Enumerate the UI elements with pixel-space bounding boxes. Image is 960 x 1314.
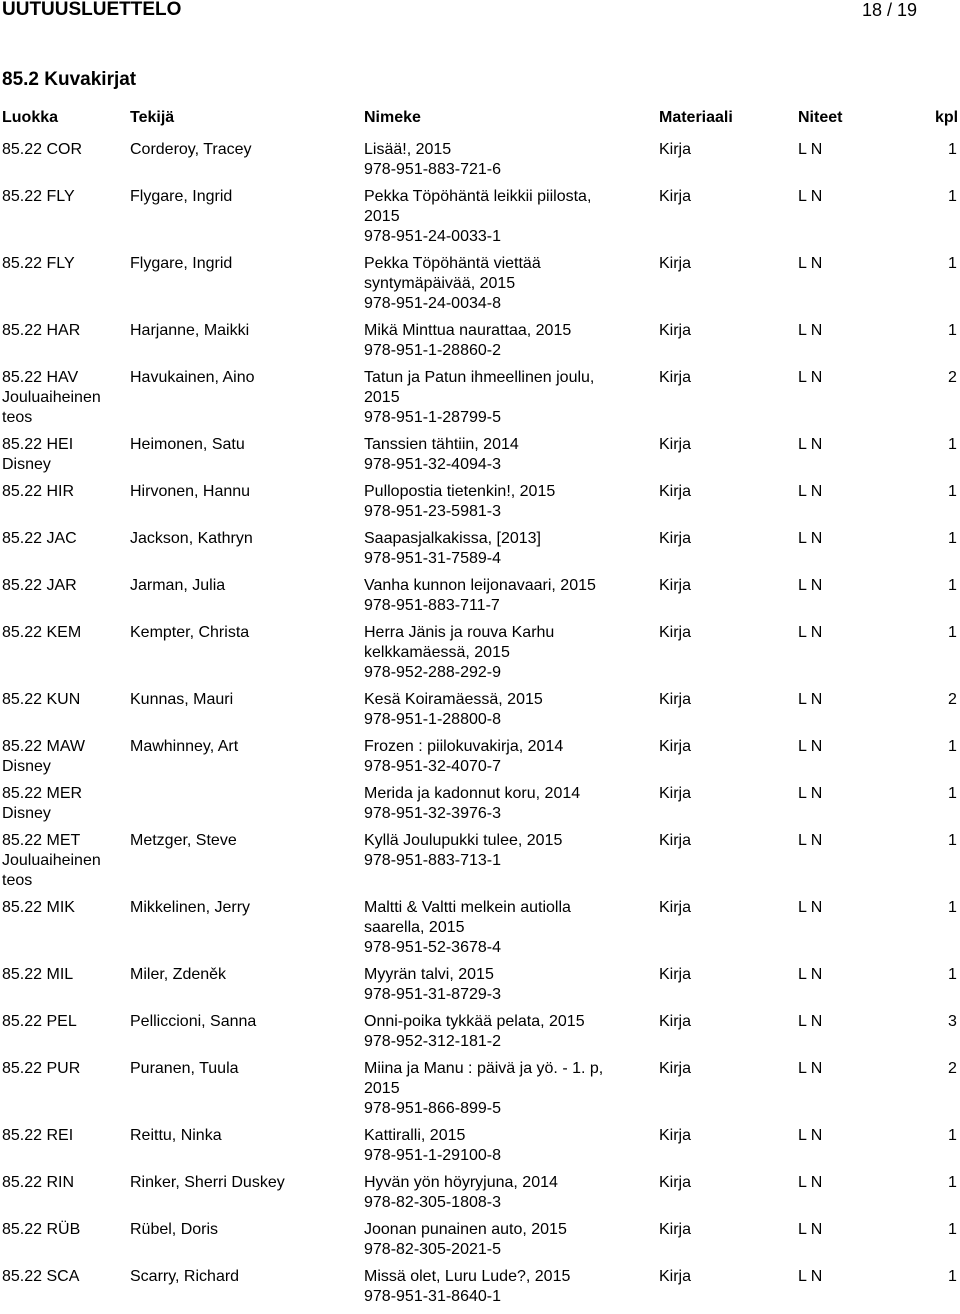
cell-luokka-line: teos (2, 409, 33, 426)
cell-nimeke-line: Hyvän yön höyryjuna, 2014 (364, 1174, 558, 1191)
cell-kpl: 1 (948, 483, 957, 500)
cell-nimeke (364, 368, 654, 428)
cell-kpl: 1 (948, 1221, 957, 1238)
cell-materiaali: Kirja (659, 322, 692, 339)
table-row (0, 1267, 960, 1314)
cell-tekija: Miler, Zdeněk (130, 966, 227, 983)
table-row (0, 898, 960, 965)
cell-nimeke-line: 978-951-24-0034-8 (364, 295, 501, 312)
cell-nimeke-line: 978-951-52-3678-4 (364, 939, 501, 956)
cell-kpl: 1 (948, 141, 957, 158)
cell-nimeke-line: 978-82-305-2021-5 (364, 1241, 501, 1258)
cell-niteet: L N (798, 1268, 823, 1285)
cell-luokka-line: Jouluaiheinen (2, 389, 101, 406)
column-header-tekija: Tekijä (130, 109, 175, 126)
cell-kpl: 1 (948, 966, 957, 983)
cell-nimeke (364, 898, 654, 958)
cell-luokka (2, 321, 130, 341)
cell-materiaali: Kirja (659, 624, 692, 641)
cell-nimeke-line: Vanha kunnon leijonavaari, 2015 (364, 577, 596, 594)
cell-tekija: Rinker, Sherri Duskey (130, 1174, 285, 1191)
cell-luokka (2, 1173, 130, 1193)
cell-nimeke-line: 978-951-23-5981-3 (364, 503, 501, 520)
cell-materiaali: Kirja (659, 1060, 692, 1077)
cell-tekija: Jarman, Julia (130, 577, 226, 594)
cell-luokka-line: Disney (2, 456, 51, 473)
cell-kpl: 1 (948, 577, 957, 594)
cell-nimeke-line: Maltti & Valtti melkein autiolla (364, 899, 571, 916)
page-header (0, 0, 960, 20)
cell-materiaali: Kirja (659, 483, 692, 500)
cell-luokka (2, 1012, 130, 1032)
cell-nimeke-line: Onni-poika tykkää pelata, 2015 (364, 1013, 585, 1030)
cell-tekija: Flygare, Ingrid (130, 255, 233, 272)
table-row (0, 140, 960, 187)
cell-luokka-line: 85.22 HEI (2, 436, 74, 453)
cell-niteet: L N (798, 624, 823, 641)
cell-materiaali: Kirja (659, 188, 692, 205)
cell-kpl: 1 (948, 899, 957, 916)
cell-nimeke-line: Pullopostia tietenkin!, 2015 (364, 483, 556, 500)
cell-luokka (2, 368, 130, 428)
cell-materiaali: Kirja (659, 577, 692, 594)
cell-tekija: Mikkelinen, Jerry (130, 899, 251, 916)
cell-nimeke-line: 978-951-1-29100-8 (364, 1147, 501, 1164)
cell-nimeke-line: 978-951-1-28800-8 (364, 711, 501, 728)
column-header-materiaali: Materiaali (659, 109, 733, 126)
cell-tekija: Metzger, Steve (130, 832, 237, 849)
cell-luokka (2, 1220, 130, 1240)
cell-niteet: L N (798, 141, 823, 158)
cell-nimeke (364, 831, 654, 871)
cell-niteet: L N (798, 577, 823, 594)
cell-niteet: L N (798, 1127, 823, 1144)
page-number: 18 / 19 (862, 0, 918, 20)
cell-luokka (2, 1267, 130, 1287)
table-row (0, 1220, 960, 1267)
cell-luokka-line: 85.22 JAC (2, 530, 77, 547)
cell-nimeke-line: 2015 (364, 208, 400, 225)
cell-nimeke-line: 978-951-32-3976-3 (364, 805, 501, 822)
table-row (0, 737, 960, 784)
cell-kpl: 1 (948, 255, 957, 272)
cell-niteet: L N (798, 483, 823, 500)
cell-luokka (2, 965, 130, 985)
column-header-nimeke: Nimeke (364, 109, 421, 126)
cell-luokka-line: Jouluaiheinen (2, 852, 101, 869)
cell-nimeke-line: Kyllä Joulupukki tulee, 2015 (364, 832, 563, 849)
table-row (0, 482, 960, 529)
cell-nimeke-line: 978-82-305-1808-3 (364, 1194, 501, 1211)
cell-materiaali: Kirja (659, 966, 692, 983)
cell-luokka (2, 831, 130, 891)
cell-tekija: Scarry, Richard (130, 1268, 240, 1285)
cell-luokka-line: 85.22 RIN (2, 1174, 75, 1191)
catalog-list (0, 140, 960, 1314)
cell-materiaali: Kirja (659, 141, 692, 158)
cell-nimeke (364, 1059, 654, 1119)
cell-luokka (2, 140, 130, 160)
cell-materiaali: Kirja (659, 1221, 692, 1238)
cell-nimeke-line: 978-951-32-4094-3 (364, 456, 501, 473)
cell-kpl: 1 (948, 322, 957, 339)
cell-nimeke (364, 1012, 654, 1052)
cell-nimeke (364, 254, 654, 314)
cell-kpl: 1 (948, 436, 957, 453)
cell-nimeke (364, 690, 654, 730)
cell-nimeke-line: 978-952-312-181-2 (364, 1033, 501, 1050)
cell-nimeke (364, 784, 654, 824)
cell-nimeke-line: Miina ja Manu : päivä ja yö. - 1. p, (364, 1060, 604, 1077)
cell-tekija: Jackson, Kathryn (130, 530, 253, 547)
cell-luokka-line: 85.22 SCA (2, 1268, 80, 1285)
cell-nimeke-line: 978-951-32-4070-7 (364, 758, 501, 775)
cell-nimeke-line: 2015 (364, 389, 400, 406)
cell-kpl: 1 (948, 1174, 957, 1191)
document-title: UUTUUSLUETTELO (2, 0, 182, 20)
cell-niteet: L N (798, 188, 823, 205)
table-row (0, 254, 960, 321)
cell-luokka-line: 85.22 PUR (2, 1060, 81, 1077)
column-header-luokka: Luokka (2, 109, 59, 126)
cell-tekija: Reittu, Ninka (130, 1127, 222, 1144)
cell-luokka-line: Disney (2, 805, 51, 822)
cell-nimeke (364, 187, 654, 247)
cell-luokka-line: 85.22 HAR (2, 322, 81, 339)
cell-niteet: L N (798, 832, 823, 849)
table-row (0, 1059, 960, 1126)
cell-kpl: 3 (948, 1013, 957, 1030)
cell-luokka (2, 1059, 130, 1079)
cell-niteet: L N (798, 691, 823, 708)
cell-kpl: 2 (948, 369, 957, 386)
cell-nimeke-line: 978-951-883-711-7 (364, 597, 500, 614)
cell-nimeke-line: Joonan punainen auto, 2015 (364, 1221, 567, 1238)
table-row (0, 623, 960, 690)
cell-niteet: L N (798, 785, 823, 802)
cell-luokka-line: 85.22 RÜB (2, 1221, 81, 1238)
cell-luokka-line: 85.22 MET (2, 832, 81, 849)
cell-nimeke-line: Mikä Minttua naurattaa, 2015 (364, 322, 572, 339)
cell-nimeke (364, 1267, 654, 1307)
cell-tekija: Heimonen, Satu (130, 436, 245, 453)
cell-nimeke-line: kelkkamäessä, 2015 (364, 644, 510, 661)
cell-luokka-line: 85.22 JAR (2, 577, 77, 594)
cell-tekija: Corderoy, Tracey (130, 141, 252, 158)
cell-tekija: Mawhinney, Art (130, 738, 239, 755)
table-row (0, 690, 960, 737)
table-row (0, 1173, 960, 1220)
table-row (0, 784, 960, 831)
cell-materiaali: Kirja (659, 832, 692, 849)
cell-nimeke-line: 978-951-31-8729-3 (364, 986, 501, 1003)
cell-luokka-line: 85.22 MAW (2, 738, 85, 755)
cell-luokka-line: 85.22 MER (2, 785, 83, 802)
cell-nimeke-line: 978-951-866-899-5 (364, 1100, 501, 1117)
cell-niteet: L N (798, 255, 823, 272)
cell-kpl: 2 (948, 1060, 957, 1077)
cell-materiaali: Kirja (659, 1268, 692, 1285)
table-row (0, 368, 960, 435)
cell-nimeke-line: Merida ja kadonnut koru, 2014 (364, 785, 581, 802)
cell-luokka-line: 85.22 KEM (2, 624, 82, 641)
cell-nimeke-line: 978-951-883-713-1 (364, 852, 501, 869)
cell-kpl: 1 (948, 1127, 957, 1144)
cell-materiaali: Kirja (659, 255, 692, 272)
table-row (0, 1126, 960, 1173)
cell-materiaali: Kirja (659, 1013, 692, 1030)
cell-luokka-line: 85.22 HIR (2, 483, 75, 500)
cell-nimeke-line: 978-952-288-292-9 (364, 664, 501, 681)
cell-nimeke (364, 965, 654, 1005)
cell-nimeke-line: 978-951-31-7589-4 (364, 550, 501, 567)
cell-nimeke-line: Tanssien tähtiin, 2014 (364, 436, 519, 453)
cell-tekija: Rübel, Doris (130, 1221, 219, 1238)
cell-nimeke-line: 978-951-883-721-6 (364, 161, 501, 178)
cell-luokka-line: Disney (2, 758, 51, 775)
table-row (0, 529, 960, 576)
cell-nimeke-line: 978-951-31-8640-1 (364, 1288, 501, 1305)
cell-nimeke-line: Frozen : piilokuvakirja, 2014 (364, 738, 564, 755)
cell-luokka (2, 576, 130, 596)
cell-kpl: 1 (948, 530, 957, 547)
table-row (0, 965, 960, 1012)
cell-niteet: L N (798, 966, 823, 983)
cell-kpl: 1 (948, 188, 957, 205)
cell-luokka (2, 254, 130, 274)
cell-luokka (2, 1126, 130, 1146)
table-row (0, 576, 960, 623)
cell-tekija: Puranen, Tuula (130, 1060, 239, 1077)
cell-nimeke-line: Tatun ja Patun ihmeellinen joulu, (364, 369, 595, 386)
cell-nimeke-line: Saapasjalkakissa, [2013] (364, 530, 541, 547)
table-row (0, 187, 960, 254)
cell-luokka (2, 623, 130, 643)
cell-niteet: L N (798, 530, 823, 547)
cell-nimeke (364, 1173, 654, 1213)
cell-luokka-line: 85.22 FLY (2, 255, 75, 272)
cell-luokka (2, 690, 130, 710)
cell-tekija: Hirvonen, Hannu (130, 483, 251, 500)
cell-niteet: L N (798, 1060, 823, 1077)
cell-materiaali: Kirja (659, 1174, 692, 1191)
cell-niteet: L N (798, 436, 823, 453)
cell-nimeke (364, 737, 654, 777)
cell-kpl: 1 (948, 738, 957, 755)
table-row (0, 1012, 960, 1059)
cell-materiaali: Kirja (659, 899, 692, 916)
table-row (0, 435, 960, 482)
cell-luokka-line: teos (2, 872, 33, 889)
cell-nimeke (364, 576, 654, 616)
cell-nimeke (364, 482, 654, 522)
cell-nimeke (364, 321, 654, 361)
cell-nimeke-line: Herra Jänis ja rouva Karhu (364, 624, 555, 641)
cell-nimeke-line: 978-951-24-0033-1 (364, 228, 501, 245)
cell-materiaali: Kirja (659, 691, 692, 708)
cell-luokka (2, 737, 130, 777)
cell-luokka (2, 529, 130, 549)
cell-nimeke-line: saarella, 2015 (364, 919, 465, 936)
column-header-kpl: kpl (935, 109, 959, 126)
cell-nimeke-line: 978-951-1-28799-5 (364, 409, 501, 426)
cell-materiaali: Kirja (659, 1127, 692, 1144)
cell-luokka (2, 784, 130, 824)
cell-luokka (2, 898, 130, 918)
cell-nimeke (364, 435, 654, 475)
cell-materiaali: Kirja (659, 436, 692, 453)
cell-nimeke-line: Kesä Koiramäessä, 2015 (364, 691, 543, 708)
cell-niteet: L N (798, 1174, 823, 1191)
cell-nimeke-line: 978-951-1-28860-2 (364, 342, 501, 359)
cell-nimeke-line: Pekka Töpöhäntä leikkii piilosta, (364, 188, 592, 205)
cell-nimeke (364, 1126, 654, 1166)
cell-nimeke-line: 2015 (364, 1080, 400, 1097)
cell-tekija: Harjanne, Maikki (130, 322, 250, 339)
cell-niteet: L N (798, 738, 823, 755)
cell-niteet: L N (798, 1013, 823, 1030)
column-headers (0, 107, 960, 129)
cell-kpl: 1 (948, 624, 957, 641)
cell-materiaali: Kirja (659, 530, 692, 547)
cell-nimeke-line: Missä olet, Luru Lude?, 2015 (364, 1268, 571, 1285)
cell-tekija: Havukainen, Aino (130, 369, 255, 386)
cell-luokka-line: 85.22 REI (2, 1127, 74, 1144)
cell-nimeke-line: syntymäpäivää, 2015 (364, 275, 516, 292)
cell-kpl: 1 (948, 1268, 957, 1285)
cell-luokka-line: 85.22 HAV (2, 369, 79, 386)
cell-luokka-line: 85.22 KUN (2, 691, 81, 708)
cell-luokka-line: 85.22 COR (2, 141, 83, 158)
cell-luokka-line: 85.22 PEL (2, 1013, 77, 1030)
cell-tekija: Kunnas, Mauri (130, 691, 234, 708)
cell-materiaali: Kirja (659, 738, 692, 755)
cell-luokka-line: 85.22 FLY (2, 188, 75, 205)
column-header-niteet: Niteet (798, 109, 843, 126)
cell-kpl: 1 (948, 785, 957, 802)
cell-tekija: Flygare, Ingrid (130, 188, 233, 205)
cell-nimeke-line: Myyrän talvi, 2015 (364, 966, 494, 983)
cell-nimeke-line: Lisää!, 2015 (364, 141, 452, 158)
cell-niteet: L N (798, 1221, 823, 1238)
cell-luokka (2, 187, 130, 207)
cell-kpl: 2 (948, 691, 957, 708)
cell-tekija: Pelliccioni, Sanna (130, 1013, 257, 1030)
cell-nimeke (364, 529, 654, 569)
section-title: 85.2 Kuvakirjat (2, 69, 137, 90)
cell-kpl: 1 (948, 832, 957, 849)
cell-nimeke (364, 140, 654, 180)
cell-niteet: L N (798, 369, 823, 386)
cell-niteet: L N (798, 899, 823, 916)
cell-luokka (2, 435, 130, 475)
table-row (0, 321, 960, 368)
cell-niteet: L N (798, 322, 823, 339)
table-row (0, 831, 960, 898)
cell-materiaali: Kirja (659, 785, 692, 802)
cell-luokka-line: 85.22 MIK (2, 899, 75, 916)
cell-materiaali: Kirja (659, 369, 692, 386)
cell-nimeke-line: Pekka Töpöhäntä viettää (364, 255, 541, 272)
cell-nimeke (364, 623, 654, 683)
cell-luokka-line: 85.22 MIL (2, 966, 74, 983)
cell-tekija: Kempter, Christa (130, 624, 250, 641)
cell-luokka (2, 482, 130, 502)
cell-nimeke-line: Kattiralli, 2015 (364, 1127, 466, 1144)
cell-nimeke (364, 1220, 654, 1260)
